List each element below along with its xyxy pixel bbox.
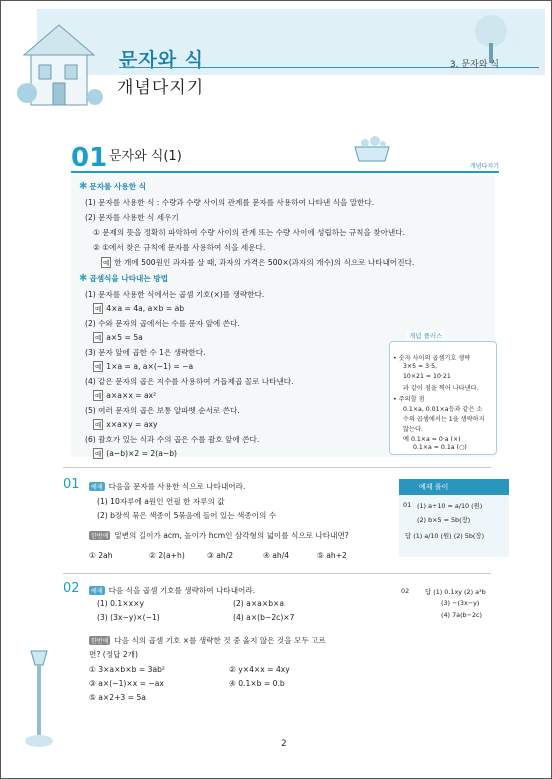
- concept-example: 예 a×5 = 5a: [95, 333, 143, 342]
- solution-line: (4) 7a(b−2c): [441, 611, 483, 619]
- concept-heading-2: ✱ 곱셈식을 나타내는 방법: [79, 273, 169, 284]
- plus-line: 예 0.1×a = 0·a (×): [403, 436, 461, 443]
- plus-line: 과 같이 점을 찍어 나타낸다.: [403, 385, 479, 392]
- choice-5: ⑤ ah+2: [317, 551, 347, 560]
- chapter-label: 3. 문자와 식: [449, 60, 499, 70]
- snowflake-icon: ✱: [79, 273, 88, 284]
- practice-badge: 한번에: [91, 638, 109, 645]
- option-1: ① 3×a×b×b = 3ab²: [89, 665, 165, 674]
- concept-plus-title: 개념 플러스: [409, 332, 443, 340]
- solution-title: 예제 풀이: [419, 483, 449, 491]
- example-tag: 예: [95, 305, 102, 313]
- divider: [63, 573, 491, 574]
- option-2: ② y×4×x = 4xy: [229, 665, 290, 674]
- plus-line: 3×5 = 3·5,: [403, 363, 437, 370]
- concept-line: ② ①에서 찾은 규칙에 문자를 사용하여 식을 세운다.: [93, 243, 266, 252]
- solution-line: (3) −(3x−y): [441, 599, 480, 607]
- example-tag: 예: [95, 363, 102, 371]
- section-number: 01: [71, 143, 108, 173]
- concept-line: (1) 문자를 사용한 식에서는 곱셈 기호(×)를 생략한다.: [85, 290, 265, 299]
- question-stem: 예제 다음을 문자를 사용한 식으로 나타내어라.: [91, 482, 246, 491]
- practice-stem-cont: 면? (정답 2개): [89, 650, 138, 659]
- concept-line: (6) 괄호가 있는 식과 수의 곱은 수를 괄호 앞에 쓴다.: [85, 435, 260, 444]
- option-3: ③ a×(−1)×x = −ax: [89, 679, 164, 688]
- page-title: 문자와 식: [119, 49, 205, 71]
- example-tag: 예: [95, 392, 102, 400]
- plus-line: 않는다.: [403, 426, 423, 433]
- question-item: (2) b장씩 묶은 색종이 5묶음에 들어 있는 색종이의 수: [97, 511, 277, 520]
- concept-example: 예 x×a×y = axy: [95, 420, 158, 429]
- house-illustration: [9, 5, 119, 125]
- concept-line: (5) 여러 문자의 곱은 보통 알파벳 순서로 쓴다.: [85, 406, 240, 415]
- plus-line: 수의 곱셈에서는 1을 생략하지: [403, 416, 485, 423]
- concept-line: (2) 수와 문자의 곱에서는 수를 문자 앞에 쓴다.: [85, 319, 240, 328]
- question-stem: 예제 다음 식을 곱셈 기호를 생략하여 나타내어라.: [91, 586, 256, 595]
- solution-number: 01: [403, 501, 412, 509]
- plus-line: 10×21 = 10·21: [403, 373, 451, 380]
- solution-line: 답 (1) 0.1xy (2) a³b: [425, 588, 486, 596]
- option-4: ④ 0.1×b = 0.b: [229, 679, 285, 688]
- choice-3: ③ ah/2: [207, 551, 234, 560]
- question-number: 01: [63, 477, 80, 492]
- section-rule: [71, 171, 499, 173]
- example-tag: 예: [95, 334, 102, 342]
- page-subtitle: 개념다지기: [117, 78, 205, 98]
- solution-line: (2) b×5 = 5b(장): [417, 516, 471, 524]
- solution-line: (1) a÷10 = a/10 (원): [417, 502, 483, 510]
- choice-4: ④ ah/4: [263, 551, 290, 560]
- plus-line: 0.1×a = 0.1a (○): [413, 444, 467, 451]
- concept-line: (2) 문자를 사용한 식 세우기: [85, 213, 179, 222]
- choice-1: ① 2ah: [89, 551, 113, 560]
- concept-example: 예 a×a×x = ax²: [95, 391, 157, 400]
- example-badge: 예제: [91, 484, 103, 491]
- concept-line: (3) 문자 앞에 곱한 수 1은 생략한다.: [85, 348, 206, 357]
- example-tag: 예: [95, 450, 102, 458]
- section-title: 문자와 식(1): [109, 149, 182, 164]
- page-number: 2: [281, 739, 287, 749]
- concept-example: 예 한 개에 500원인 과자를 살 때, 과자의 가격은 500×(과자의 개수)의 식으로 나타내어진다.: [103, 258, 415, 267]
- lamp-illustration: [19, 641, 59, 751]
- concept-line: (1) 문자를 사용한 식 : 수량과 수량 사이의 관계를 문자를 사용하여 나타낸 식을 말한다.: [85, 198, 375, 207]
- plus-line: • 주의할 점: [393, 396, 425, 403]
- question-item: (2) a×a×b×a: [233, 599, 285, 608]
- solution-answer: 답 (1) a/10 (원) (2) 5b(장): [405, 532, 485, 540]
- practice-stem: 한번에 밑변의 길이가 acm, 높이가 hcm인 삼각형의 넓이를 식으로 나타내면?: [91, 531, 349, 540]
- solution-header: [399, 479, 509, 495]
- option-5: ⑤ a×2+3 = 5a: [89, 693, 146, 702]
- practice-stem: 한번에 다음 식의 곱셈 기호 ×를 생략한 것 중 옳지 않은 것을 모두 고르: [91, 636, 326, 645]
- concept-heading-1: ✱ 문자를 사용한 식: [79, 181, 147, 192]
- concept-example: 예 (a−b)×2 = 2(a−b): [95, 449, 178, 458]
- plus-line: • 숫자 사이의 곱셈기호 생략: [393, 355, 471, 362]
- plus-line: 0.1×a, 0.01×a등과 같은 소: [403, 406, 483, 413]
- question-item: (3) (3x−y)×(−1): [97, 613, 160, 622]
- choice-2: ② 2(a+h): [149, 551, 185, 560]
- question-item: (1) 0.1×x×y: [97, 599, 144, 608]
- concept-line: ① 문제의 뜻을 정확히 파악하여 수량 사이의 관계 또는 수량 사이에 성립하는 규칙을 찾아낸다.: [93, 228, 406, 237]
- example-badge: 예제: [91, 588, 103, 595]
- solution-number: 02: [401, 587, 410, 595]
- bathtub-illustration: [351, 133, 393, 165]
- question-number: 02: [63, 581, 80, 596]
- example-tag: 예: [95, 421, 102, 429]
- concept-line: (4) 같은 문자의 곱은 지수를 사용하여 거듭제곱 꼴로 나타낸다.: [85, 377, 294, 386]
- concept-example: 예 4×a = 4a, a×b = ab: [95, 304, 185, 313]
- practice-badge: 한번에: [91, 533, 109, 540]
- concept-example: 예 1×a = a, a×(−1) = −a: [95, 362, 194, 371]
- section-tag: 개념다지기: [470, 163, 499, 170]
- snowflake-icon: ✱: [79, 181, 88, 192]
- divider: [63, 467, 491, 468]
- example-tag: 예: [103, 259, 110, 267]
- question-item: (1) 10자루에 a원인 연필 한 자루의 값: [97, 497, 225, 506]
- question-item: (4) a×(b−2c)×7: [233, 613, 295, 622]
